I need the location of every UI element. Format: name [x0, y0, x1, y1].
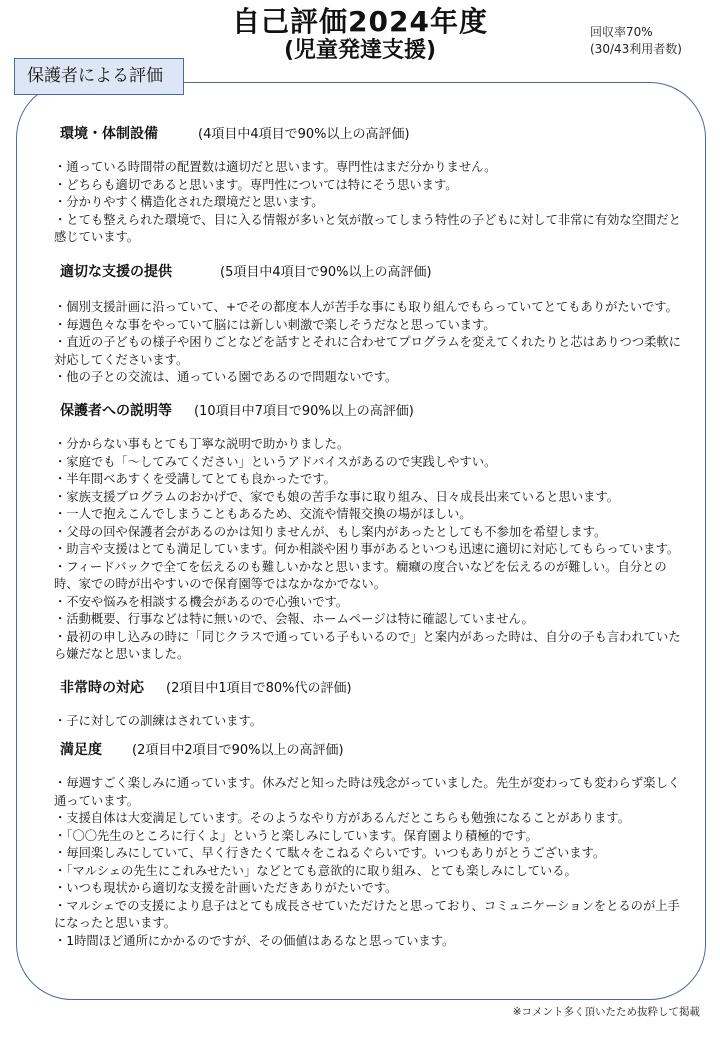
comment: ・父母の回や保護者会があるのかは知りませんが、もし案内があったとしても不参加を希望します。: [54, 524, 607, 539]
section-header: [60, 678, 690, 699]
comment: ・どちらも適切であると思います。専門性については特にそう思います。: [54, 177, 458, 192]
comment: ・毎回楽しみにしていて、早く行きたくて駄々をこねるぐらいです。いつもありがとうございます。: [54, 846, 606, 860]
usage-count: (30/43利用者数): [590, 42, 682, 56]
section-header: [60, 124, 690, 145]
comment: ・半年間べあすくを受講してとても良かったです。: [54, 472, 336, 486]
comment: ・毎週色々な事をやっていて脳には新しい刺激で楽しそうだなと思っています。: [54, 317, 496, 332]
section-environment: [54, 124, 690, 247]
page-subtitle: (児童発達支援): [283, 38, 437, 64]
comment: ・フィードバックで全てを伝えるのも難しいかなと思います。癇癪の度合いなどを伝えるのが難しい。自分との時、家での時が出やすいので保育園等ではなかなかでない。: [54, 559, 667, 591]
section-score: (5項目中4項目で90%以上の高評価): [220, 265, 432, 280]
section-score: (2項目中1項目で80%代の評価): [166, 681, 352, 696]
section-emergency: [54, 678, 690, 731]
section-title: 環境・体制設備: [60, 126, 158, 142]
comment: ・通っている時間帯の配置数は適切だと思います。専門性はまだ分かりません。: [54, 160, 497, 174]
comment: ・他の子との交流は、通っている園であるので問題ないです。: [54, 370, 398, 384]
section-title: 満足度: [60, 742, 102, 758]
comment: ・「〇〇先生のところに行くよ」というと楽しみにしています。保育園より積極的です。: [54, 828, 538, 843]
section-header: [60, 401, 690, 422]
section-score: (2項目中2項目で90%以上の高評価): [132, 743, 344, 758]
comment: ・マルシェでの支援により息子はとても成長させていただけたと思っており、コミュニケーションをとるのが上手になったと思います。: [54, 898, 680, 930]
evaluation-tab-label: 保護者による評価: [14, 58, 184, 95]
comment: ・毎週すごく楽しみに通っています。休みだと知った時は残念がっていました。先生が変わっても変わらず楽しく通っています。: [54, 776, 681, 808]
page-title: 自己評価2024年度: [232, 5, 488, 38]
comment-list: [54, 299, 690, 387]
comment: ・家族支援プログラムのおかげで、家でも娘の苦手な事に取り組み、日々成長出来ていると思います。: [54, 489, 620, 504]
comment: ・直近の子どもの様子や困りごとなどを話すとそれに合わせてプログラムを変えてくれたりと芯はありつつ柔軟に対応してくださいます。: [54, 335, 682, 367]
comment: ・分かりやすく構造化された環境だと思います。: [54, 195, 324, 209]
comment: ・子に対しての訓練はされています。: [54, 714, 263, 728]
section-support: [54, 262, 690, 387]
section-title: 適切な支援の提供: [60, 264, 172, 280]
comment: ・活動概要、行事などは特に無いので、会報、ホームページは特に確認していません。: [54, 612, 534, 626]
comment: ・個別支援計画に沿っていて、+でその都度本人が苦手な事にも取り組んでもらっていてとてもありがたいです。: [54, 300, 678, 314]
comment-list: [54, 436, 690, 664]
recovery-rate: 回収率70%: [590, 25, 653, 39]
comment: ・1時間ほど通所にかかるのですが、その価値はあるなと思っています。: [54, 933, 455, 948]
section-satisfaction: [54, 740, 690, 950]
section-score: (4項目中4項目で90%以上の高評価): [198, 127, 410, 142]
section-header: [60, 262, 690, 283]
comment: ・とても整えられた環境で、目に入る情報が多いと気が散ってしまう特性の子どもに対して非常に有効な空間だと感じています。: [54, 212, 681, 244]
comment: ・支援自体は大変満足しています。そのようなやり方があるんだとこちらも勉強になることがあります。: [54, 811, 630, 825]
comment: ・一人で抱えこんでしまうこともあるため、交流や情報交換の場がほしい。: [54, 507, 472, 521]
comment-list: [54, 775, 690, 950]
section-parent-explanation: [54, 401, 690, 664]
footnote: ※コメント多く頂いたため抜粋して掲載: [512, 1006, 700, 1018]
comment: ・最初の申し込みの時に「同じクラスで通っている子もいるので」と案内があった時は、自分の子も言われていたら嫌だなと思いました。: [54, 629, 681, 661]
section-title: 非常時の対応: [60, 680, 144, 696]
recovery-info: [590, 24, 682, 58]
comment: ・家庭でも「〜してみてください」というアドバイスがあるので実践しやすい。: [54, 454, 497, 469]
comment-list: [54, 713, 690, 731]
section-title: 保護者への説明等: [60, 403, 172, 419]
comment: ・分からない事もとても丁寧な説明で助かりました。: [54, 437, 350, 451]
comment: ・いつも現状から適切な支援を計画いただきありがたいです。: [54, 881, 398, 895]
comment: ・助言や支援はとても満足しています。何か相談や困り事があるといつも迅速に適切に対応してもらっています。: [54, 542, 680, 556]
comment: ・不安や悩みを相談する機会があるので心強いです。: [54, 594, 349, 609]
section-score: (10項目中7項目で90%以上の高評価): [194, 404, 414, 419]
section-header: [60, 740, 690, 761]
comment: ・「マルシェの先生にこれみせたい」などとても意欲的に取り組み、とても楽しみにしている。: [54, 863, 577, 878]
comment-list: [54, 159, 690, 247]
